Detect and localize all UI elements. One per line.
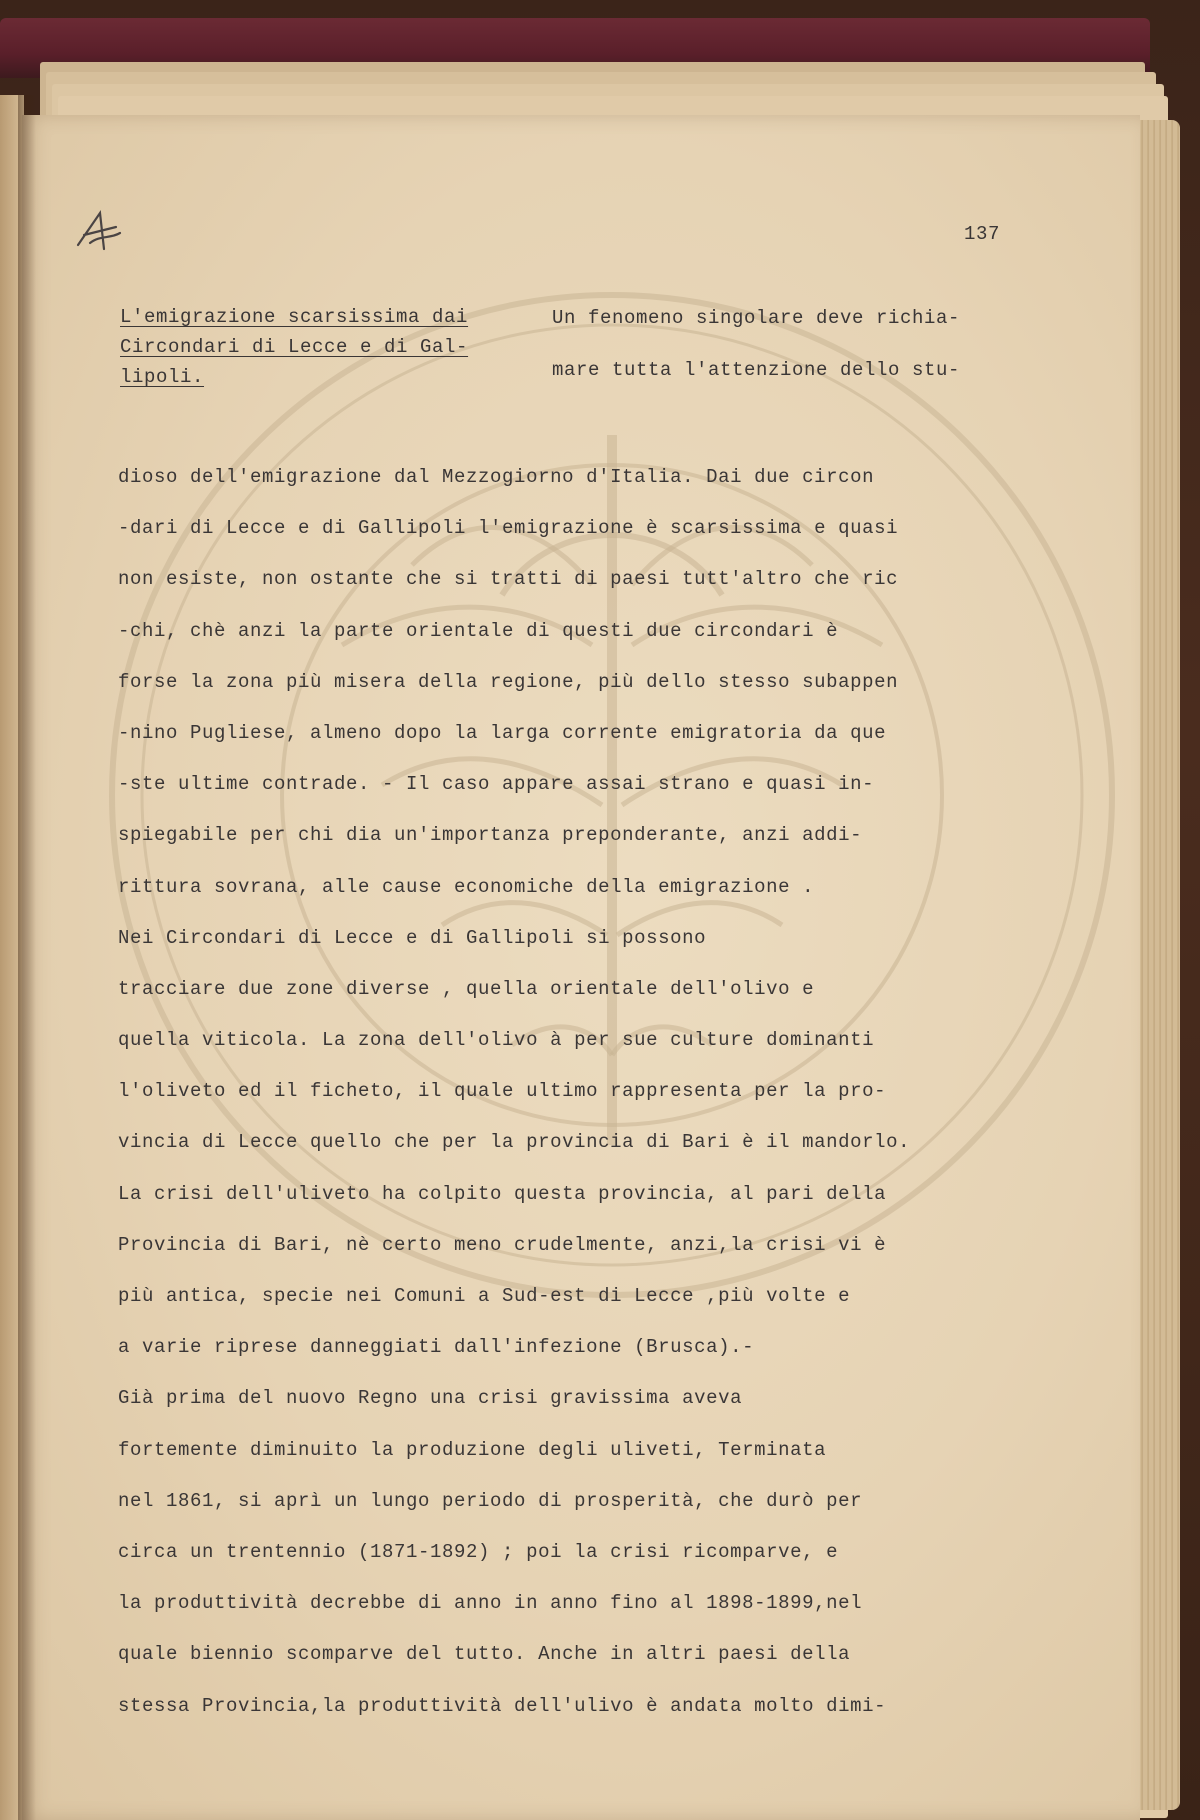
text-line: -nino Pugliese, almeno dopo la larga corrente emigratoria da que [118, 721, 887, 744]
text-line: Già prima del nuovo Regno una crisi gravissima aveva [118, 1387, 743, 1410]
text-line: circa un trentennio (1871-1892) ; poi la crisi ricomparve, e [118, 1540, 839, 1563]
text-line: più antica, specie nei Comuni a Sud-est di Lecce ,più volte e [118, 1285, 851, 1307]
text-line: quella viticola. La zona dell'olivo à per sue culture dominanti [118, 1029, 875, 1052]
text-line: -dari di Lecce e di Gallipoli l'emigrazione è scarsissima e quasi [118, 517, 899, 540]
text-line: la produttività decrebbe di anno in anno fino al 1898-1899,nel [118, 1592, 863, 1615]
text-line: nel 1861, si aprì un lungo periodo di prosperità, che durò per [118, 1489, 863, 1512]
handwritten-mark-icon [70, 205, 130, 255]
text-line: spiegabile per chi dia un'importanza preponderante, anzi addi- [118, 824, 863, 847]
heading-line: L'emigrazione scarsissima dai [120, 306, 469, 328]
text-line: tracciare due zone diverse , quella orientale dell'olivo e [118, 977, 815, 1000]
heading-line: lipoli. [120, 366, 205, 388]
text-line: non esiste, non ostante che si tratti di paesi tutt'altro che ric [118, 568, 899, 591]
intro-text [552, 303, 1072, 385]
text-line: Provincia di Bari, nè certo meno crudelmente, anzi,la crisi vi è [118, 1233, 887, 1256]
intro-line: mare tutta l'attenzione dello stu- [552, 359, 961, 381]
text-line: rittura sovrana, alle cause economiche della emigrazione . [118, 875, 815, 898]
text-line: Nei Circondari di Lecce e di Gallipoli si possono [118, 926, 707, 949]
text-line: -chi, chè anzi la parte orientale di questi due circondari è [118, 619, 839, 642]
text-line: l'oliveto ed il ficheto, il quale ultimo rappresenta per la pro- [118, 1080, 887, 1103]
text-line: stessa Provincia,la produttività dell'ulivo è andata molto dimi- [118, 1694, 887, 1717]
intro-line: Un fenomeno singolare deve richia- [552, 307, 961, 329]
section-heading [120, 302, 540, 392]
spine-shadow [18, 95, 36, 1820]
text-line: quale biennio scomparve del tutto. Anche in altri paesi della [118, 1643, 851, 1666]
text-line: fortemente diminuito la produzione degli uliveti, Terminata [118, 1438, 827, 1461]
text-line: forse la zona più misera della regione, più dello stesso subappen [118, 670, 899, 693]
body-text [118, 465, 1098, 1745]
text-line: a varie riprese danneggiati dall'infezione (Brusca).- [118, 1336, 755, 1359]
text-line: La crisi dell'uliveto ha colpito questa provincia, al pari della [118, 1182, 887, 1205]
page-number: 137 [963, 223, 1000, 245]
text-line: vincia di Lecce quello che per la provincia di Bari è il mandorlo. [118, 1131, 911, 1154]
text-line: -ste ultime contrade. - Il caso appare assai strano e quasi in- [118, 773, 875, 796]
heading-line: Circondari di Lecce e di Gal- [120, 336, 469, 358]
text-line: dioso dell'emigrazione dal Mezzogiorno d'Italia. Dai due circon [118, 466, 875, 488]
document-page [22, 115, 1140, 1820]
